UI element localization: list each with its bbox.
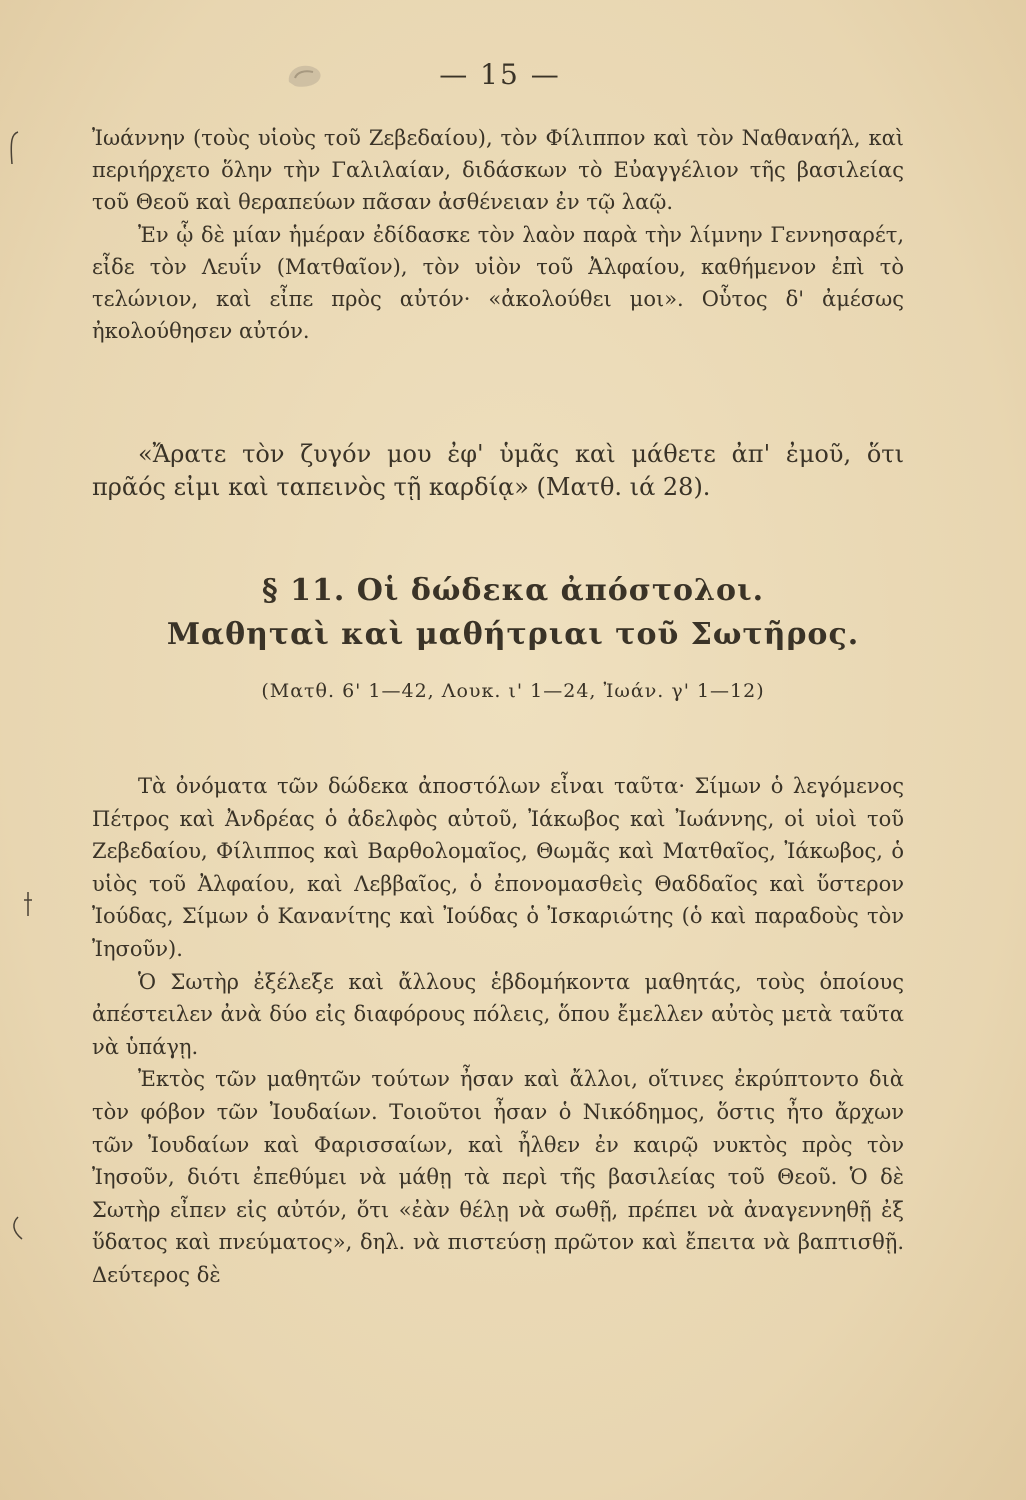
paragraph: Τὰ ὀνόματα τῶν δώδεκα ἀποστόλων εἶναι ταῦτα· Σίμων ὁ λεγόμενος Πέτρος καὶ Ἀνδρέας ὁ ἀδελφὸς αὐτοῦ, Ἰάκωβος καὶ Ἰωάννης, οἱ υἱοὶ τοῦ Ζεβεδαίου, Φίλιππος καὶ Βαρθολομαῖος, Θωμᾶς καὶ Ματθαῖος, Ἰάκωβος, ὁ υἱὸς τοῦ Ἀλφαίου, καὶ Λεββαῖος, ὁ ἐπονομασθεὶς Θαδδαῖος καὶ ὕστερον Ἰούδας, Σίμων ὁ Κανανίτης καὶ Ἰούδας ὁ Ἰσκαριώτης (ὁ καὶ παραδοὺς τὸν Ἰησοῦν). xyxy=(92,774,904,961)
ink-stamp-mark xyxy=(283,60,327,90)
section-subtitle: Μαθηταὶ καὶ μαθήτριαι τοῦ Σωτῆρος. xyxy=(166,617,860,652)
paragraph: Ὁ Σωτὴρ ἐξέλεξε καὶ ἄλλους ἑβδομήκοντα μαθητάς, τοὺς ὁποίους ἀπέστειλεν ἀνὰ δύο εἰς διαφόρους πόλεις, ὅπου ἔμελλεν αὐτὸς μετὰ ταῦτα νὰ ὑπάγῃ. xyxy=(92,969,904,1059)
paragraph: Ἰωάννην (τοὺς υἱοὺς τοῦ Ζεβεδαίου), τὸν Φίλιππον καὶ τὸν Ναθαναήλ, καὶ περιήρχετο ὅλην τὴν Γαλιλαίαν, διδάσκων τὸ Εὐαγγέλιον τῆς βασιλείας τοῦ Θεοῦ καὶ θεραπεύων πᾶσαν ἀσθένειαν ἐν τῷ λαῷ. xyxy=(92,126,904,215)
section-title: § 11. Οἱ δώδεκα ἀπόστολοι. xyxy=(261,573,765,608)
margin-pencil-mark xyxy=(18,890,38,920)
paragraph: Ἐν ᾧ δὲ μίαν ἡμέραν ἐδίδασκε τὸν λαὸν παρὰ τὴν λίμνην Γεννησαρέτ, εἶδε τὸν Λευΐν (Ματθαῖον), τὸν υἱὸν τοῦ Ἀλφαίου, καθήμενον ἐπὶ τὸ τελώνιον, καὶ εἶπε πρὸς αὐτόν· «ἀκολούθει μοι». Οὗτος δ' ἀμέσως ἠκολούθησεν αὐτόν. xyxy=(92,222,904,344)
page-header xyxy=(0,58,1026,98)
scripture-reference: (Ματθ. 6' 1—42, Λουκ. ι' 1—24, Ἰωάν. γ' 1—12) xyxy=(261,680,765,702)
quote-block xyxy=(92,438,904,504)
text-block-top xyxy=(92,122,904,347)
page-number: — 15 — xyxy=(439,58,561,91)
margin-pencil-mark xyxy=(4,128,24,168)
paragraph: Ἐκτὸς τῶν μαθητῶν τούτων ἦσαν καὶ ἄλλοι, οἵτινες ἐκρύπτοντο διὰ τὸν φόβον τῶν Ἰουδαίων. Τοιοῦτοι ἦσαν ὁ Νικόδημος, ὅστις ἦτο ἄρχων τῶν Ἰουδαίων καὶ Φαρισσαίων, καὶ ἦλθεν ἐν καιρῷ νυκτὸς πρὸς τὸν Ἰησοῦν, διότι ἐπεθύμει νὰ μάθῃ τὰ περὶ τῆς βασιλείας τοῦ Θεοῦ. Ὁ δὲ Σωτὴρ εἶπεν εἰς αὐτόν, ὅτι «ἐὰν θέλῃ νὰ σωθῇ, πρέπει νὰ ἀναγεννηθῇ ἐξ ὕδατος καὶ πνεύματος», δηλ. νὰ πιστεύσῃ πρῶτον καὶ ἔπειτα νὰ βαπτισθῇ. Δεύτερος δὲ xyxy=(92,1067,904,1287)
text-block-bottom xyxy=(92,770,904,1292)
quote-text: «Ἄρατε τὸν ζυγόν μου ἐφ' ὑμᾶς καὶ μάθετε ἀπ' ἐμοῦ, ὅτι πρᾶός εἰμι καὶ ταπεινὸς τῇ καρδίᾳ» (Ματθ. ιά 28). xyxy=(92,440,904,501)
margin-pencil-mark xyxy=(6,1215,28,1245)
